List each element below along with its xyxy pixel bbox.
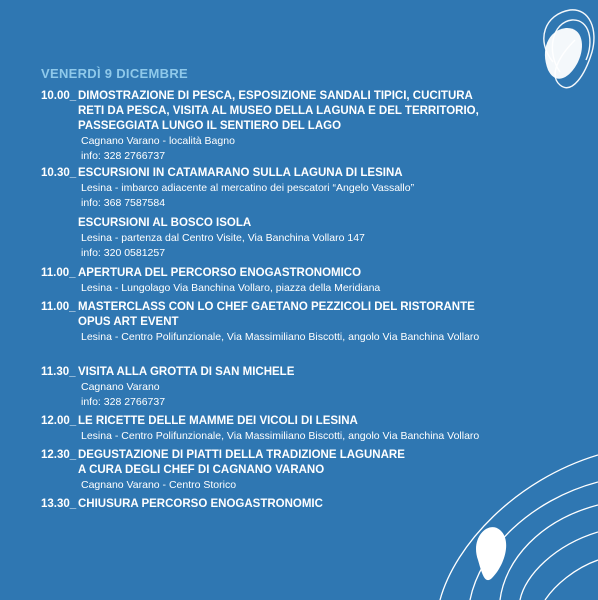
event-title: APERTURA DEL PERCORSO ENOGASTRONOMICO: [78, 267, 362, 279]
event-title: ESCURSIONI AL BOSCO ISOLA: [78, 217, 252, 229]
event-title: MASTERCLASS CON LO CHEF GAETANO PEZZICOLI DEL RISTORANTE OPUS ART EVENT: [78, 301, 475, 328]
event-title: LE RICETTE DELLE MAMME DEI VICOLI DI LESINA: [78, 415, 358, 427]
event-item: 12.00_ LE RICETTE DELLE MAMME DEI VICOLI DI LESINA Lesina - Centro Polifunzionale, Via Massimiliano Biscotti, angolo Via Banchina Vollaro: [41, 414, 521, 444]
day-heading: VENERDÌ 9 DICEMBRE: [41, 66, 188, 81]
event-time: 10.00: [41, 90, 70, 102]
event-info: info: 328 2766737: [81, 396, 166, 408]
event-location: Lesina - partenza dal Centro Visite, Via Banchina Vollaro 147: [81, 232, 365, 244]
event-item: 10.30_ ESCURSIONI IN CATAMARANO SULLA LAGUNA DI LESINA Lesina - imbarco adiacente al mercatino dei pescatori “Angelo Vassallo” info: 368 7587584: [41, 166, 521, 211]
event-item: 11.30_ VISITA ALLA GROTTA DI SAN MICHELE Cagnano Varano info: 328 2766737: [41, 365, 521, 410]
event-item: 11.00_ APERTURA DEL PERCORSO ENOGASTRONOMICO Lesina - Lungolago Via Banchina Vollaro, piazza della Meridiana: [41, 266, 521, 296]
event-location: Lesina - Centro Polifunzionale, Via Massimiliano Biscotti, angolo Via Banchina Vollaro: [81, 331, 480, 343]
event-location: Lesina - Lungolago Via Banchina Vollaro, piazza della Meridiana: [81, 282, 381, 294]
event-item: 10.00_ DIMOSTRAZIONE DI PESCA, ESPOSIZIONE SANDALI TIPICI, CUCITURA RETI DA PESCA, VISITA AL MUSEO DELLA LAGUNA E DEL TERRITORIO, PASSEGGIATA LUNGO IL SENTIERO DEL LAGO Cagnano Varano - località Bagno info: 328 2766737: [41, 89, 521, 164]
event-info: info: 328 2766737: [81, 150, 166, 162]
event-info: info: 320 0581257: [81, 247, 166, 259]
event-title: ESCURSIONI IN CATAMARANO SULLA LAGUNA DI LESINA: [78, 167, 403, 179]
event-time: 12.00: [41, 415, 70, 427]
event-item: 11.00_ MASTERCLASS CON LO CHEF GAETANO PEZZICOLI DEL RISTORANTE OPUS ART EVENT Lesina - Centro Polifunzionale, Via Massimiliano Biscotti, angolo Via Banchina Vollaro: [41, 300, 521, 345]
event-time: 10.30: [41, 167, 70, 179]
event-time: 13.30: [41, 498, 70, 510]
event-location: Cagnano Varano - località Bagno: [81, 135, 235, 147]
event-location: Cagnano Varano - Centro Storico: [81, 479, 237, 491]
event-time: 11.30: [41, 366, 70, 378]
event-title: DEGUSTAZIONE DI PIATTI DELLA TRADIZIONE LAGUNARE A CURA DEGLI CHEF DI CAGNANO VARANO: [78, 449, 405, 476]
event-location: Lesina - Centro Polifunzionale, Via Massimiliano Biscotti, angolo Via Banchina Vollaro: [81, 430, 480, 442]
event-title: VISITA ALLA GROTTA DI SAN MICHELE: [78, 366, 295, 378]
event-time: 11.00: [41, 267, 70, 279]
event-item: 13.30_ CHIUSURA PERCORSO ENOGASTRONOMIC: [41, 497, 521, 512]
event-info: info: 368 7587584: [81, 197, 166, 209]
event-item: [41, 216, 521, 261]
event-location: Cagnano Varano: [81, 381, 160, 393]
event-location: Lesina - imbarco adiacente al mercatino dei pescatori “Angelo Vassallo”: [81, 182, 415, 194]
event-time: 12.30: [41, 449, 70, 461]
event-title: CHIUSURA PERCORSO ENOGASTRONOMIC: [78, 498, 323, 510]
event-time: 11.00: [41, 301, 70, 313]
event-item: 12.30_ DEGUSTAZIONE DI PIATTI DELLA TRADIZIONE LAGUNARE A CURA DEGLI CHEF DI CAGNANO VARANO Cagnano Varano - Centro Storico: [41, 448, 521, 493]
event-title: DIMOSTRAZIONE DI PESCA, ESPOSIZIONE SANDALI TIPICI, CUCITURA RETI DA PESCA, VISITA AL MUSEO DELLA LAGUNA E DEL TERRITORIO, PASSEGGIATA LUNGO IL SENTIERO DEL LAGO: [78, 90, 479, 132]
